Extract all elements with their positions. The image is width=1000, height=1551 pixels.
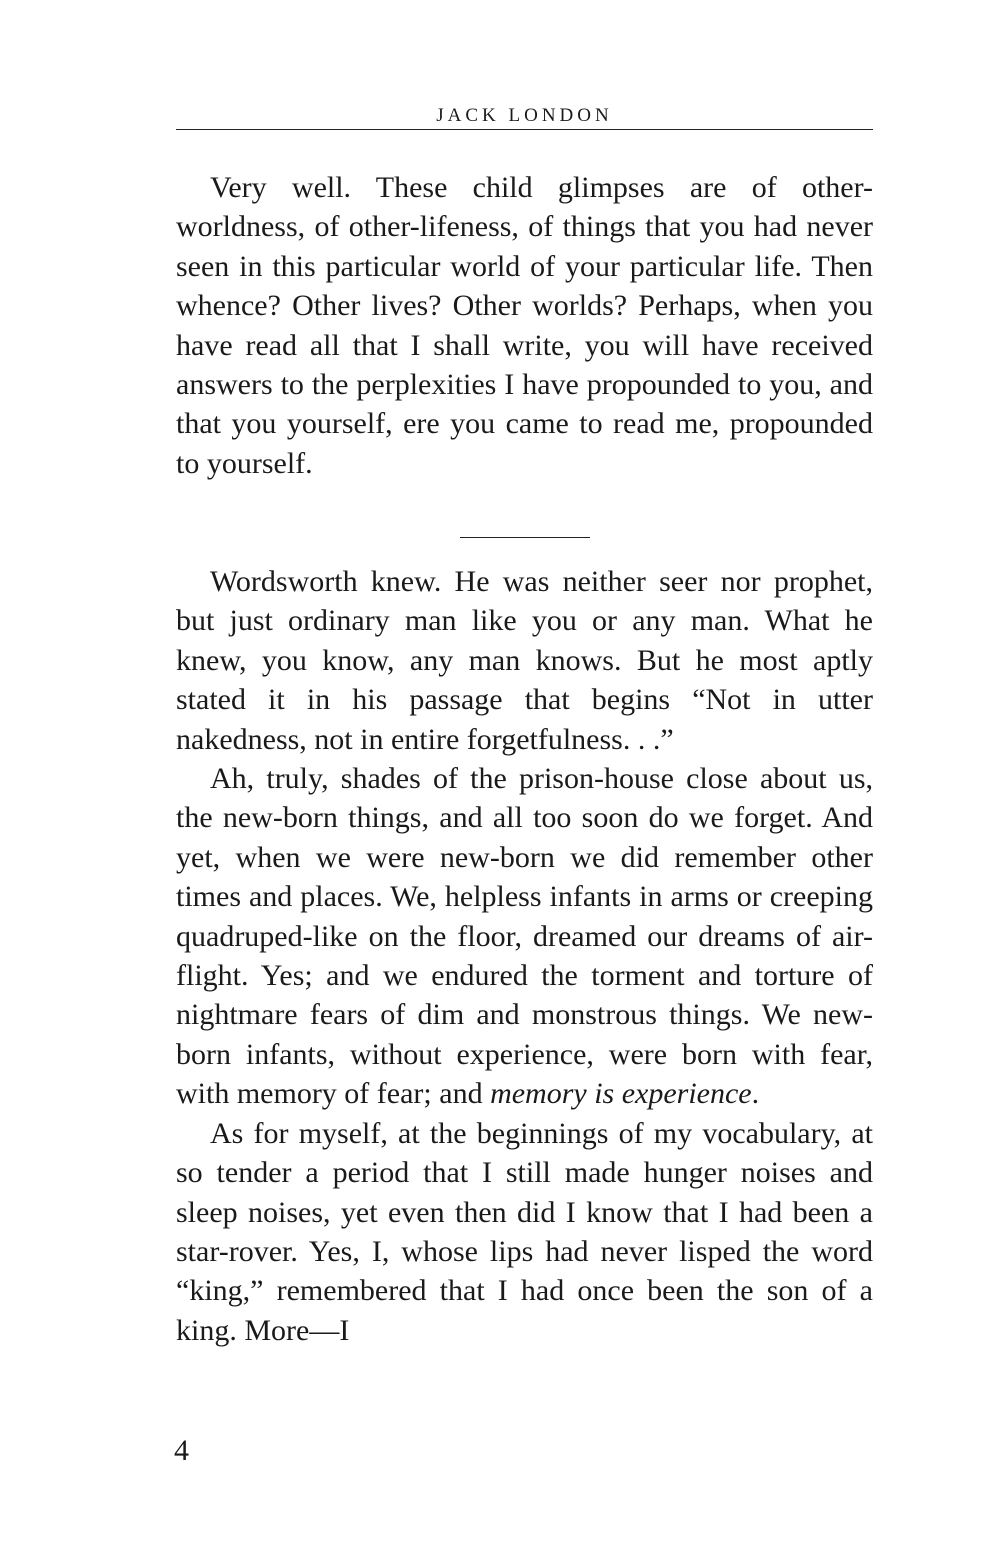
- paragraph-3-end: .: [751, 1077, 760, 1111]
- paragraph-4: As for myself, at the beginnings of my vocabulary, at so tender a period that I still made hunger noises and sleep noises, yet even then did I know that I had been a star-rover. Yes, I, whose lips had never lisped the word “king,” remembered that I had once been the son of a king. More—I: [176, 1116, 873, 1347]
- text-block-top: [176, 168, 873, 483]
- header-rule: [176, 129, 873, 130]
- paragraph-1: Very well. These child glimpses are of other-worldness, of other-lifeness, of things that you had never seen in this particular world of your particular life. Then whence? Other lives? Other worlds? Perhaps, when you have read all that I shall write, you will have received answers to the perplexities I have propounded to you, and that you yourself, ere you came to read me, propounded to yourself.: [176, 171, 873, 480]
- page-number: 4: [174, 1434, 189, 1467]
- section-break-rule: [460, 537, 590, 538]
- text-block-main: [176, 562, 873, 1350]
- paragraph-3-text: Ah, truly, shades of the prison-house close about us, the new-born things, and all too soon do we forget. And yet, when we were new-born we did remember other times and places. We, helpless infants in arms or creeping quadruped-like on the floor, dreamed our dreams of air-flight. Yes; and we endured the torment and torture of nightmare fears of dim and monstrous things. We new-born infants, without experience, were born with fear, with memory of fear; and: [176, 762, 873, 1111]
- paragraph-3-emphasis: memory is experience: [490, 1077, 752, 1111]
- running-head-title: JACK LONDON: [436, 105, 613, 126]
- paragraph-3: [176, 759, 873, 1114]
- paragraph-2: Wordsworth knew. He was neither seer nor prophet, but just ordinary man like you or any man. What he knew, you know, any man knows. But he most aptly stated it in his passage that begins “Not in utter nakedness, not in entire forgetfulness. . .”: [176, 565, 873, 756]
